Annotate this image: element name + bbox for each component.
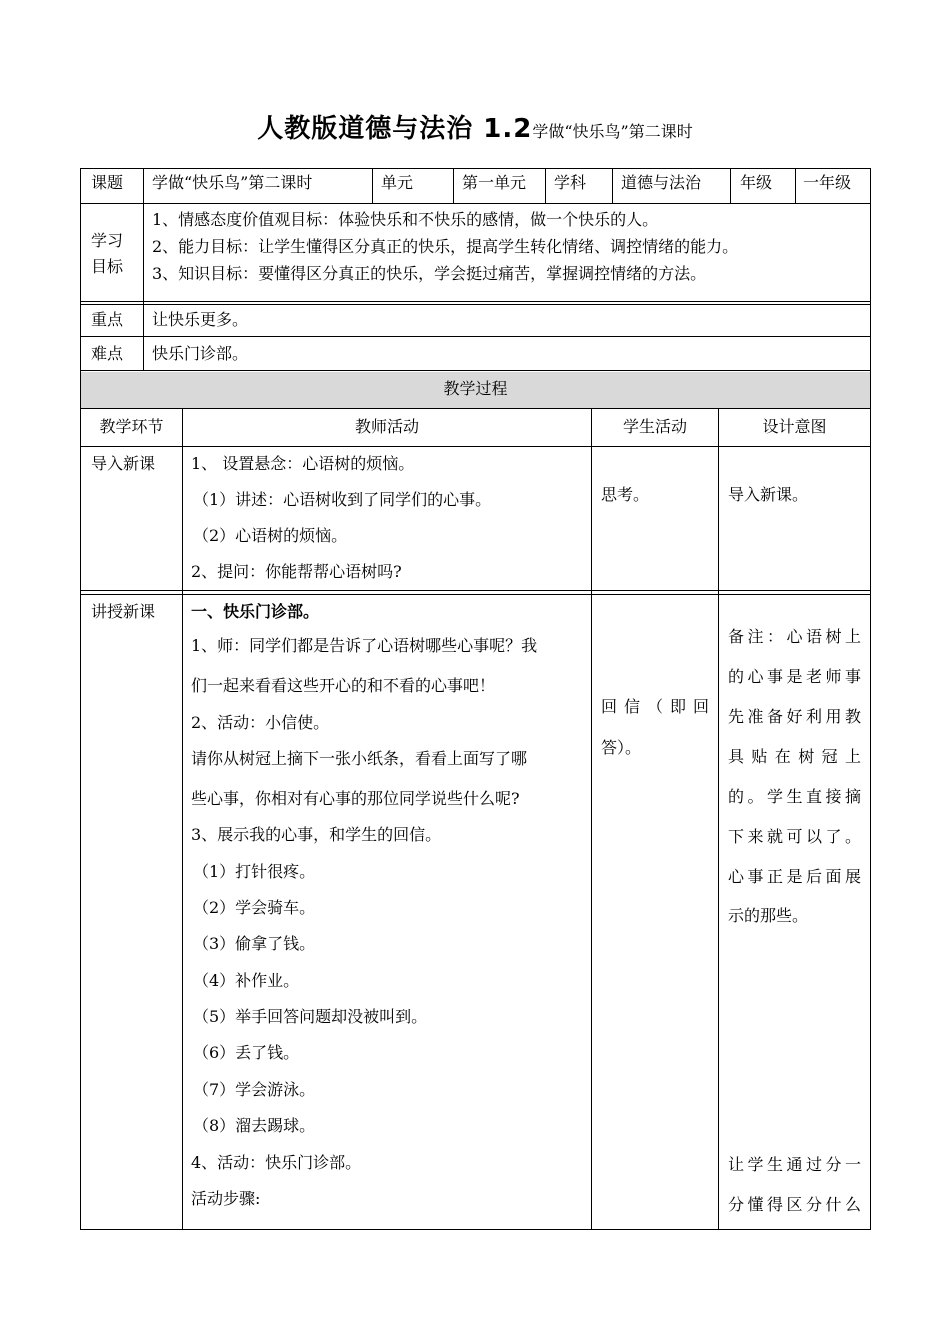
intro-stage: 导入新课 [91,454,156,473]
objective-item: 2、能力目标：让学生懂得区分真正的快乐，提高学生转化情绪、调控情绪的能力。 [152,237,739,256]
unit-label: 单元 [381,173,414,192]
teach-design-note: 下来就可以了。 [728,827,861,846]
topic-label: 课题 [91,173,124,192]
teach-design-note: 的心事是老师事 [728,667,861,686]
teach-heading: 一、快乐门诊部。 [191,602,320,621]
grade-label: 年级 [740,173,773,192]
subject-value: 道德与法治 [621,173,702,192]
teach-design-note: 的。学生直接摘 [728,787,861,806]
teach-line: 些心事，你相对有心事的那位同学说些什么呢? [191,789,520,808]
title-main: 人教版道德与法治 1.2 [257,114,533,144]
teach-line: 活动步骤: [191,1189,261,1208]
teach-line: （7）学会游泳。 [193,1080,316,1099]
intro-design: 导入新课。 [728,485,809,504]
teach-line: 4、活动：快乐门诊部。 [191,1153,362,1172]
key-point-value: 让快乐更多。 [152,310,249,329]
teach-line: （5）举手回答问题却没被叫到。 [193,1007,428,1026]
teach-line: （4）补作业。 [193,971,300,990]
teach-design-note: 先准备好利用教 [728,707,861,726]
objective-item: 1、情感态度价值观目标：体验快乐和不快乐的感情，做一个快乐的人。 [152,210,659,229]
subject-label: 学科 [554,173,587,192]
topic-value: 学做“快乐鸟”第二课时 [152,173,313,192]
teach-stage: 讲授新课 [91,602,156,621]
intro-teacher-line: （1）讲述：心语树收到了同学们的心事。 [193,490,492,509]
teach-design-note: 示的那些。 [728,906,809,925]
teach-line: （1）打针很疼。 [193,862,316,881]
intro-teacher-line: 1、 设置悬念：心语树的烦恼。 [191,454,415,473]
intro-teacher-line: （2）心语树的烦恼。 [193,526,348,545]
intro-student: 思考。 [601,485,650,504]
grade-value: 一年级 [803,173,852,192]
teach-design-note: 具贴在树冠上 [728,747,861,766]
teach-line: （2）学会骑车。 [193,898,316,917]
teach-design-goal: 让学生通过分一 [728,1155,861,1174]
teach-line: 3、展示我的心事，和学生的回信。 [191,825,442,844]
col-teacher: 教师活动 [354,417,419,436]
key-point-label: 重点 [91,310,124,329]
page-title [0,108,950,145]
difficulty-value: 快乐门诊部。 [152,344,249,363]
teach-line: 1、师：同学们都是告诉了心语树哪些心事呢？我 [191,636,538,655]
teach-design-note: 备注：心语树上 [728,627,861,646]
objectives-label-1: 学习 [91,231,124,250]
process-title: 教学过程 [443,379,508,398]
teach-student-line: 回信（即回 [601,697,709,716]
teach-design-goal: 分懂得区分什么 [728,1195,861,1214]
difficulty-label: 难点 [91,344,124,363]
title-sub: 学做“快乐鸟”第二课时 [532,122,693,141]
teach-line: 请你从树冠上摘下一张小纸条，看看上面写了哪 [191,749,528,768]
teach-line: 们一起来看看这些开心的和不看的心事吧！ [191,676,496,695]
teach-line: （8）溜去踢球。 [193,1116,316,1135]
teach-student-line: 答）。 [601,738,642,757]
intro-teacher-line: 2、提问：你能帮帮心语树吗? [191,562,402,581]
teach-line: 2、活动：小信使。 [191,713,330,732]
teach-line: （6）丢了钱。 [193,1043,300,1062]
objective-item: 3、知识目标：要懂得区分真正的快乐，学会挺过痛苦，掌握调控情绪的方法。 [152,264,707,283]
unit-value: 第一单元 [462,173,527,192]
col-student: 学生活动 [622,417,687,436]
col-stage: 教学环节 [99,417,164,436]
col-design: 设计意图 [762,417,827,436]
teach-design-note: 心事正是后面展 [728,867,861,886]
objectives-label-2: 目标 [91,257,124,276]
teach-line: （3）偷拿了钱。 [193,934,316,953]
